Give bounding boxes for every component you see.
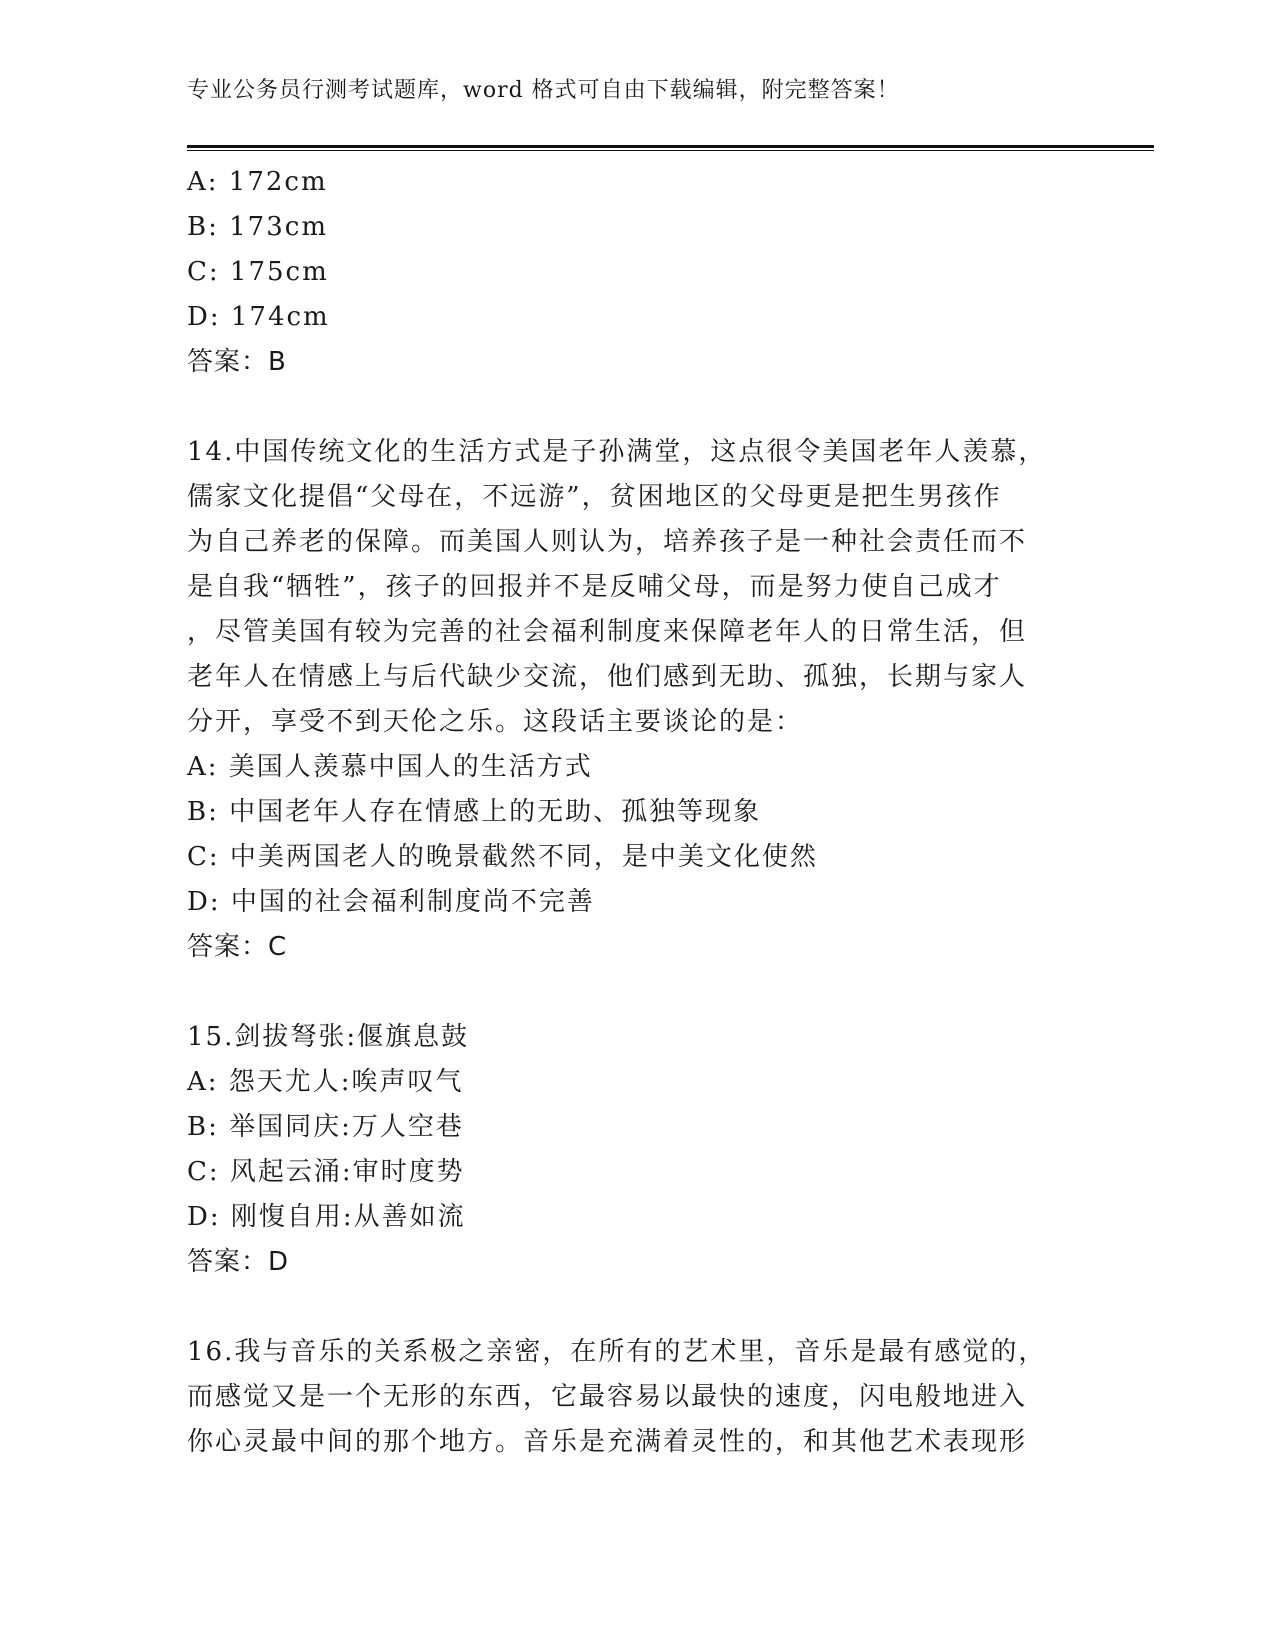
q14-stem-line: 儒家文化提倡“父母在，不远游”，贫困地区的父母更是把生男孩作 bbox=[187, 482, 1002, 512]
q14-option-d: D: 中国的社会福利制度尚不完善 bbox=[187, 887, 595, 917]
q14-stem-line: 是自我“牺牲”，孩子的回报并不是反哺父母，而是努力使自己成才 bbox=[187, 572, 1002, 602]
q15-option-d: D: 刚愎自用:从善如流 bbox=[187, 1202, 466, 1232]
header-divider bbox=[187, 145, 1154, 151]
q13-option-b: B: 173cm bbox=[187, 212, 328, 242]
q14-stem-line: 老年人在情感上与后代缺少交流，他们感到无助、孤独，长期与家人 bbox=[187, 662, 1028, 692]
q14-stem-line: 分开，享受不到天伦之乐。这段话主要谈论的是： bbox=[187, 707, 804, 737]
q13-option-a: A: 172cm bbox=[187, 167, 328, 197]
q16-stem-line: 你心灵最中间的那个地方。音乐是充满着灵性的，和其他艺术表现形 bbox=[187, 1427, 1028, 1457]
q14-answer: 答案：C bbox=[187, 932, 288, 962]
q14-stem-line: 14.中国传统文化的生活方式是子孙满堂，这点很令美国老年人羡慕， bbox=[187, 437, 1047, 467]
spacer bbox=[187, 970, 1067, 1015]
q14-option-b: B: 中国老年人存在情感上的无助、孤独等现象 bbox=[187, 797, 762, 827]
header-divider-thick bbox=[187, 145, 1154, 148]
question-content bbox=[187, 160, 1067, 1465]
q13-answer: 答案：B bbox=[187, 347, 287, 377]
q15-option-b: B: 举国同庆:万人空巷 bbox=[187, 1112, 464, 1142]
q14-stem-line: 为自己养老的保障。而美国人则认为，培养孩子是一种社会责任而不 bbox=[187, 527, 1028, 557]
q16-stem-line: 而感觉又是一个无形的东西，它最容易以最快的速度，闪电般地进入 bbox=[187, 1382, 1028, 1412]
header-note: 专业公务员行测考试题库，word 格式可自由下载编辑，附完整答案！ bbox=[187, 78, 900, 103]
header-divider-thin bbox=[187, 150, 1154, 151]
q16-stem-line: 16.我与音乐的关系极之亲密，在所有的艺术里，音乐是最有感觉的， bbox=[187, 1337, 1047, 1367]
spacer bbox=[187, 385, 1067, 430]
q14-stem-line: ，尽管美国有较为完善的社会福利制度来保障老年人的日常生活，但 bbox=[187, 617, 1028, 647]
q15-option-c: C: 风起云涌:审时度势 bbox=[187, 1157, 465, 1187]
spacer bbox=[187, 1285, 1067, 1330]
q14-option-a: A: 美国人羡慕中国人的生活方式 bbox=[187, 752, 593, 782]
q15-option-a: A: 怨天尤人:唉声叹气 bbox=[187, 1067, 464, 1097]
q14-option-c: C: 中美两国老人的晚景截然不同，是中美文化使然 bbox=[187, 842, 818, 872]
q13-option-c: C: 175cm bbox=[187, 257, 329, 287]
q15-stem-line: 15.剑拔弩张:偃旗息鼓 bbox=[187, 1022, 470, 1052]
q15-answer: 答案：D bbox=[187, 1247, 290, 1277]
q13-option-d: D: 174cm bbox=[187, 302, 330, 332]
